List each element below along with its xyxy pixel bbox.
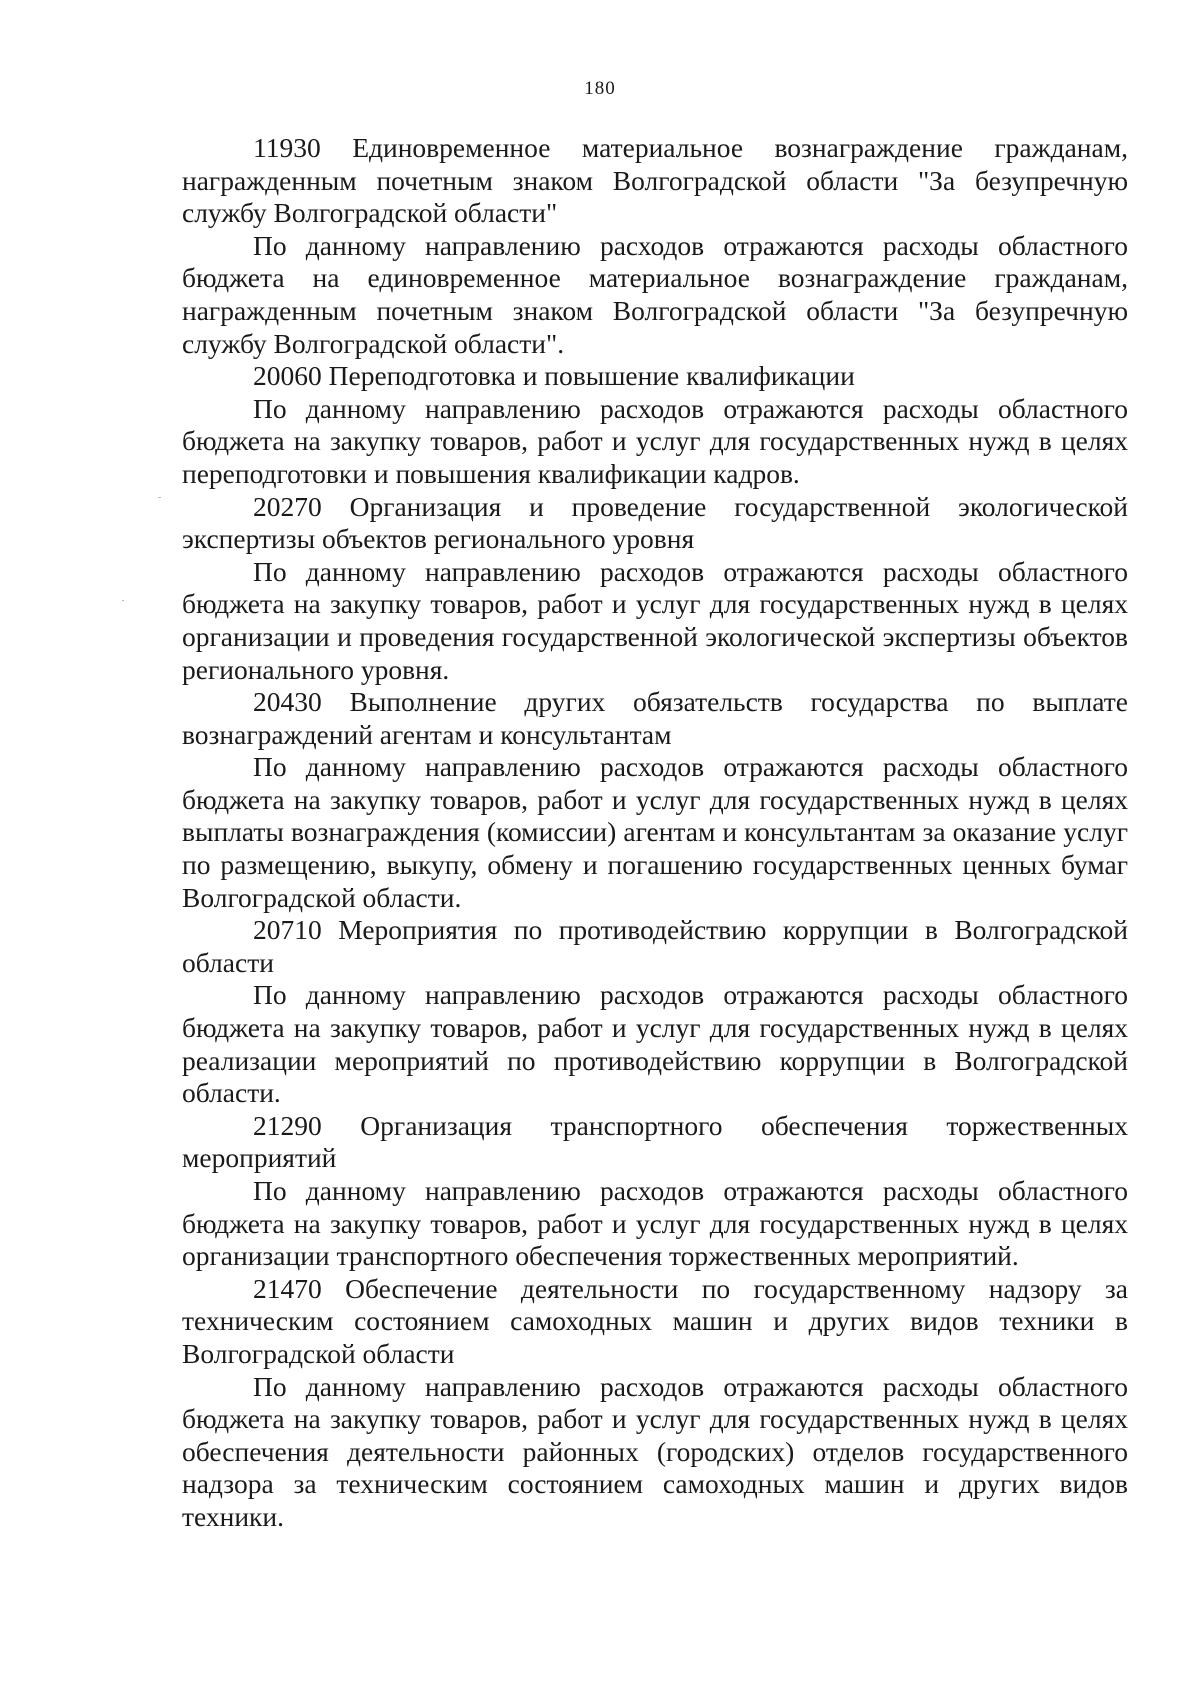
page-number: 180 (584, 78, 616, 99)
section-heading-20060: 20060 Переподготовка и повышение квалификации (253, 360, 855, 392)
document-body (182, 132, 1128, 1534)
scan-mark-bottom (122, 600, 124, 601)
section-heading-20270: 20270 Организация и проведение государственной экологической экспертизы объектов регионального уровня (182, 490, 1128, 555)
section-body-11930: По данному направлению расходов отражаются расходы областного бюджета на единовременное материальное вознаграждение гражданам, награжденным почетным знаком Волгоградской области "За безупречную службу Волгоградской области". (182, 229, 1128, 359)
section-body-21290: По данному направлению расходов отражаются расходы областного бюджета на закупку товаров, работ и услуг для государственных нужд в целях организации транспортного обеспечения торжественных мероприятий. (182, 1175, 1128, 1272)
scan-mark-top (158, 497, 161, 498)
section-heading-11930: 11930 Единовременное материальное вознаграждение гражданам, награжденным почетным знаком Волгоградской области "За безупречную службу Волгоградской области" (182, 132, 1128, 229)
section-heading-20710: 20710 Мероприятия по противодействию коррупции в Волгоградской области (182, 914, 1128, 978)
section-body-21470: По данному направлению расходов отражаются расходы областного бюджета на закупку товаров, работ и услуг для государственных нужд в целях обеспечения деятельности районных (городских) отделов государственного надзора за техническим состоянием самоходных машин и других видов техники. (182, 1370, 1128, 1532)
section-heading-21290: 21290 Организация транспортного обеспечения торжественных мероприятий (182, 1109, 1128, 1174)
section-body-20710: По данному направлению расходов отражаются расходы областного бюджета на закупку товаров, работ и услуг для государственных нужд в целях реализации мероприятий по противодействию коррупции в Волгоградской области. (182, 979, 1128, 1109)
section-body-20060: По данному направлению расходов отражаются расходы областного бюджета на закупку товаров, работ и услуг для государственных нужд в целях переподготовки и повышения квалификации кадров. (182, 392, 1128, 489)
section-body-20270: По данному направлению расходов отражаются расходы областного бюджета на закупку товаров, работ и услуг для государственных нужд в целях организации и проведения государственной экологической экспертизы объектов регионального уровня. (182, 555, 1128, 685)
section-heading-20430: 20430 Выполнение других обязательств государства по выплате вознаграждений агентам и консультантам (182, 686, 1128, 750)
section-body-20430: По данному направлению расходов отражаются расходы областного бюджета на закупку товаров, работ и услуг для государственных нужд в целях выплаты вознаграждения (комиссии) агентам и консультантам за оказание услуг по размещению, выкупу, обмену и погашению государственных ценных бумаг Волгоградской области. (182, 751, 1128, 913)
section-heading-21470: 21470 Обеспечение деятельности по государственному надзору за техническим состоянием самоходных машин и других видов техники в Волгоградской области (182, 1272, 1128, 1369)
